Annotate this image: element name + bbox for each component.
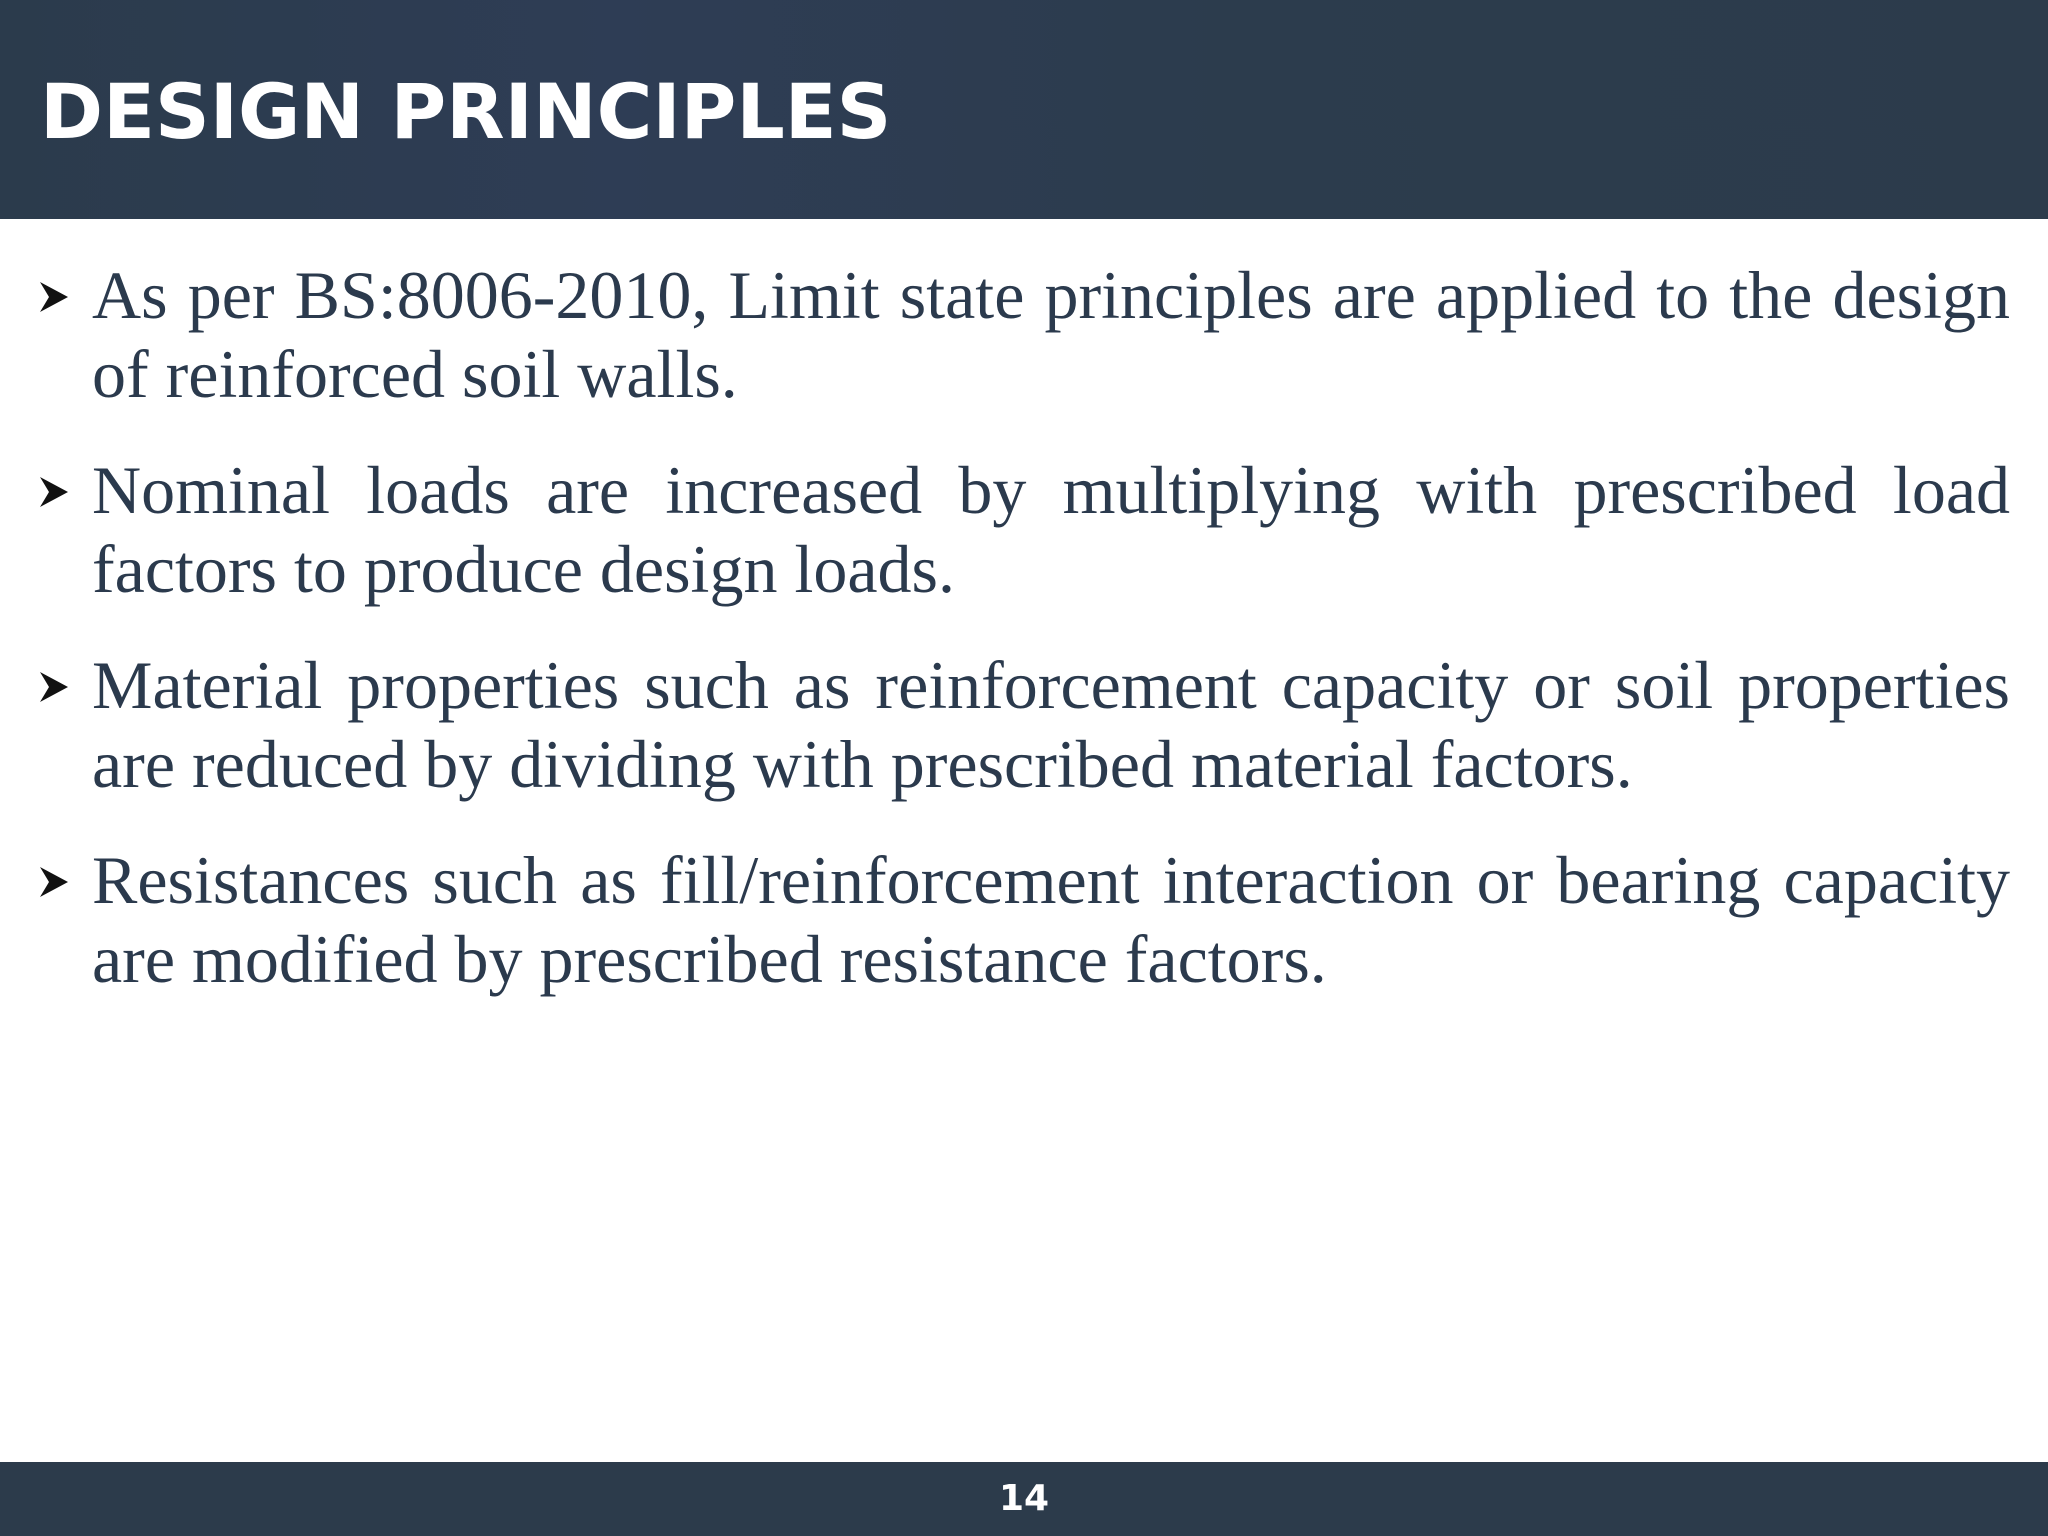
- bullet-item: [40, 646, 2010, 804]
- bullet-text: As per BS:8006-2010, Limit state principles are applied to the design of reinforced soil walls.: [92, 257, 2010, 412]
- footer-bar: [0, 1462, 2048, 1536]
- bullet-item: [40, 451, 2010, 609]
- slide-title: DESIGN PRINCIPLES: [40, 67, 892, 156]
- title-bar: [0, 0, 2048, 219]
- bullet-text: Nominal loads are increased by multiplying with prescribed load factors to produce design loads.: [92, 452, 2010, 607]
- bullet-list: [40, 256, 2010, 1036]
- bullet-text: Material properties such as reinforcement capacity or soil properties are reduced by dividing with prescribed material factors.: [92, 647, 2010, 802]
- arrowhead-bullet-icon: [40, 256, 92, 336]
- arrowhead-bullet-icon: [40, 646, 92, 726]
- arrowhead-bullet-icon: [40, 451, 92, 531]
- bullet-item: [40, 256, 2010, 414]
- arrowhead-bullet-icon: [40, 841, 92, 921]
- bullet-item: [40, 841, 2010, 999]
- bullet-text: Resistances such as fill/reinforcement interaction or bearing capacity are modified by prescribed resistance factors.: [92, 842, 2010, 997]
- page-number: 14: [998, 1478, 1050, 1519]
